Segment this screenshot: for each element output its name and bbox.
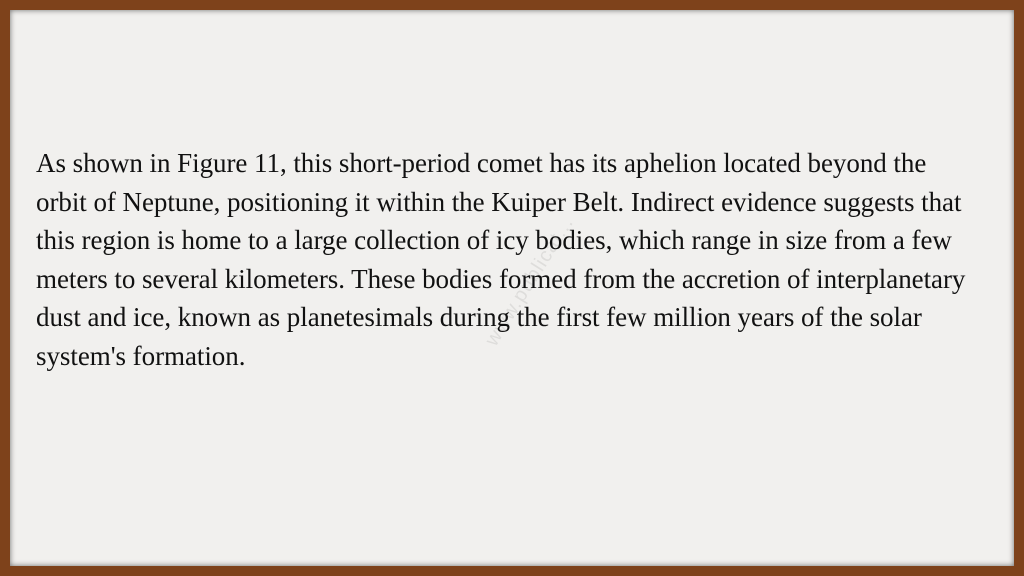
watermark: www.publicat... xyxy=(480,212,579,350)
slide-body-text: As shown in Figure 11, this short-period comet has its aphelion located beyond the orbit of Neptune, positioning it within the Kuiper Belt. Indirect evidence suggests that this region is home to a large collection of icy bodies, which range in size from a few meters to several kilometers. These bodies formed from the accretion of interplanetary dust and ice, known as planetesimals during the first few million years of the solar system's formation. xyxy=(36,148,966,371)
slide-paper xyxy=(10,10,1014,566)
